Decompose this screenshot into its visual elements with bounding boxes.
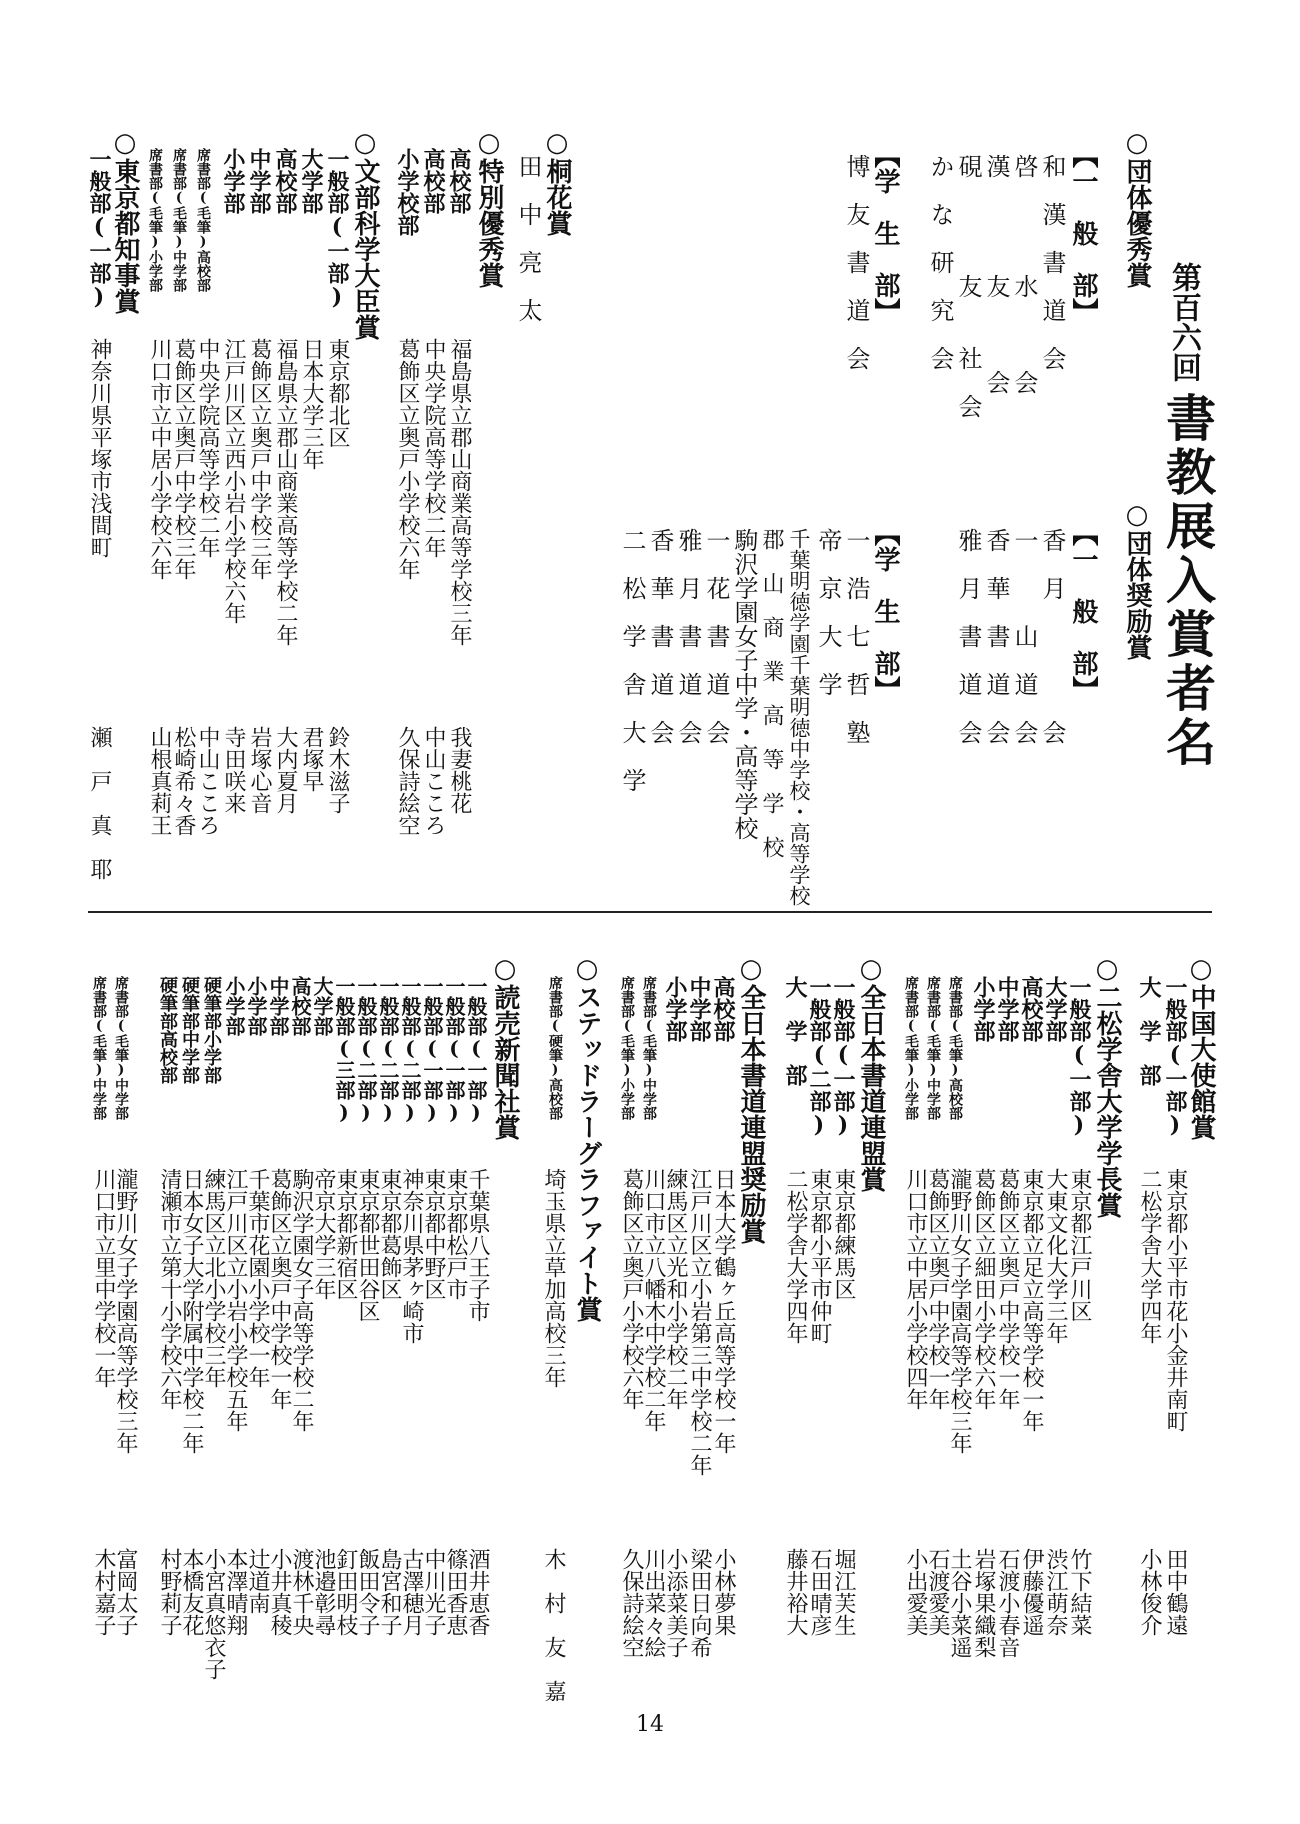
name: 小添菜美子 xyxy=(663,1548,688,1658)
dept: 小学部 xyxy=(220,148,246,214)
dept: 席書部(毛筆)小学部 xyxy=(147,148,163,292)
name: 石田晴彦 xyxy=(807,1548,832,1636)
dept: 小学部 xyxy=(970,976,996,1042)
name: 本澤晴翔 xyxy=(223,1548,248,1636)
school: 江戸川区立西小岩小学校六年 xyxy=(221,338,246,624)
school: 江戸川区立小岩第三中学校二年 xyxy=(687,1168,712,1476)
school: 川口市立八幡木中学校二年 xyxy=(641,1168,666,1432)
dept: 小学部 xyxy=(222,976,246,1036)
name: 伊藤優遥 xyxy=(1019,1548,1044,1636)
group-name: 一 山 道 会 xyxy=(1010,528,1038,744)
name: 小出愛美 xyxy=(903,1548,928,1636)
name: 酒井恵香 xyxy=(465,1548,490,1636)
name: 川出菜々絵 xyxy=(641,1548,666,1658)
name: 岩塚心音 xyxy=(247,726,272,814)
name: 木村嘉子 xyxy=(91,1548,116,1636)
name: 渡林千央 xyxy=(289,1548,314,1636)
dept: 高校部 xyxy=(446,148,472,214)
dept: 席書部(毛筆)高校部 xyxy=(947,976,963,1120)
heading-zennihon: ○全日本書道連盟賞 xyxy=(856,954,886,1192)
name: 久保詩絵空 xyxy=(395,726,420,836)
school: 葛飾区立奥戸小学校六年 xyxy=(395,338,420,580)
school: 埼玉県立草加高校三年 xyxy=(541,1168,566,1388)
dept: 高校部 xyxy=(272,148,298,214)
dept: 小学部 xyxy=(244,976,268,1036)
name: 村野莉子 xyxy=(157,1548,182,1636)
dept: 硬筆部高校部 xyxy=(157,976,178,1084)
school: 瀧野川女子学園高等学校三年 xyxy=(113,1168,138,1454)
dept: 席書部(毛筆)小学部 xyxy=(903,976,919,1120)
group-name: 一 花 書 道 会 xyxy=(702,528,730,744)
heading-yomiuri: ○読売新聞社賞 xyxy=(490,954,520,1140)
dept: 席書部(毛筆)中学部 xyxy=(171,148,187,292)
dept: 中学部 xyxy=(686,976,712,1042)
name: 君塚早 xyxy=(299,726,324,792)
dept: 一般部(三部) xyxy=(332,976,356,1124)
name: 大内夏月 xyxy=(273,726,298,814)
dept: 一般部(一部) xyxy=(324,148,350,310)
name: 石渡愛美 xyxy=(925,1548,950,1636)
name: 小宮真悠衣子 xyxy=(201,1548,226,1680)
group-name: 千葉明徳学園千葉明徳中学校・高等学校 xyxy=(787,528,811,906)
dept: 席書部(毛筆)中学部 xyxy=(91,976,107,1120)
school: 日本大学三年 xyxy=(299,338,324,470)
dept: 一般部(一部) xyxy=(464,976,488,1124)
dept: 中学部 xyxy=(246,148,272,214)
name: 藤井裕大 xyxy=(783,1548,808,1636)
school: 練馬区立光和小学校二年 xyxy=(663,1168,688,1410)
group-name: 香 華 書 道 会 xyxy=(982,528,1010,744)
school: 日本女子大学附属中学校二年 xyxy=(179,1168,204,1454)
dept: 一般部(二部) xyxy=(806,976,832,1138)
dept: 中学部 xyxy=(994,976,1020,1042)
school: 二松学舎大学四年 xyxy=(783,1168,808,1344)
name: 梁田日向希 xyxy=(687,1548,712,1658)
school: 日本大学鶴ヶ丘高等学校一年 xyxy=(711,1168,736,1454)
school: 中央学院高等学校二年 xyxy=(421,338,446,558)
name: 田中鶴遠 xyxy=(1163,1548,1188,1636)
school: 駒沢学園女子高等学校二年 xyxy=(289,1168,314,1432)
group-name: 啓 水 会 xyxy=(1010,154,1038,394)
name: 土谷小菜遥 xyxy=(947,1548,972,1658)
name: 鈴木滋子 xyxy=(325,726,350,814)
heading-tokubetsu: ○特別優秀賞 xyxy=(474,128,504,288)
group-name: 和 漢 書 道 会 xyxy=(1038,154,1066,370)
dept: 一般部(一部) xyxy=(830,976,856,1138)
group-name: 一 浩 七 哲 塾 xyxy=(842,528,870,744)
dept: 席書部(毛筆)高校部 xyxy=(195,148,211,292)
school: 江戸川区立小岩小学校五年 xyxy=(223,1168,248,1432)
school: 千葉県八王子市 xyxy=(465,1168,490,1322)
name: 久保詩絵空 xyxy=(619,1548,644,1658)
dept: 席書部(毛筆)中学部 xyxy=(925,976,941,1120)
group-name: 雅 月 書 道 会 xyxy=(674,528,702,744)
dept: 高校部 xyxy=(1018,976,1044,1042)
group-name: 香 華 書 道 会 xyxy=(646,528,674,744)
school: 東京都中野区 xyxy=(421,1168,446,1300)
group-name: 駒沢学園女子中学・高等学校 xyxy=(730,528,758,840)
name: 小林俊介 xyxy=(1137,1548,1162,1636)
name: 山根真莉王 xyxy=(147,726,172,836)
school: 葛飾区立奥戸中学校三年 xyxy=(247,338,272,580)
name: 我妻桃花 xyxy=(447,726,472,814)
heading-steadler: ○ステッドラーグラファイト賞 xyxy=(572,954,602,1322)
name: 小井真稜 xyxy=(267,1548,292,1636)
page-title: 書教展入賞者名 xyxy=(1158,392,1217,770)
school: 清瀬市立第十小学校六年 xyxy=(157,1168,182,1410)
heading-kirihana: ○桐花賞 xyxy=(542,128,572,236)
school: 川口市立中居小学校四年 xyxy=(903,1168,928,1410)
school: 東京都北区 xyxy=(325,338,350,448)
name: 松崎希々香 xyxy=(171,726,196,836)
name: 釘田明枝 xyxy=(333,1548,358,1636)
school: 東京都葛飾区 xyxy=(377,1168,402,1300)
dept: 一般部(一部) xyxy=(1066,976,1092,1138)
dept: 一般部(二部) xyxy=(398,976,422,1124)
label-gakusei: 【学 生 部】 xyxy=(870,520,900,702)
dept: 小学部 xyxy=(662,976,688,1042)
school: 練馬区立北小学校三年 xyxy=(201,1168,226,1388)
name: 池邉彰尋 xyxy=(311,1548,336,1636)
school: 神奈川県平塚市浅間町 xyxy=(87,338,112,558)
dept: 硬筆部中学部 xyxy=(179,976,200,1084)
heading-dantai-shorei: ○団体奨励賞 xyxy=(1122,500,1152,660)
dept: 一般部(一部) xyxy=(86,148,112,310)
name: 岩塚果織梨 xyxy=(971,1548,996,1658)
dept: 大 学 部 xyxy=(782,976,808,1086)
dept: 席書部(毛筆)小学部 xyxy=(619,976,635,1120)
dept: 小学校部 xyxy=(394,148,420,236)
dept: 中学部 xyxy=(266,976,290,1036)
school: 川口市立中居小学校六年 xyxy=(147,338,172,580)
dept: 大 学 部 xyxy=(1136,976,1162,1086)
group-name: か な 研 究 会 xyxy=(926,154,954,370)
label-gakusei: 【学 生 部】 xyxy=(870,142,900,324)
dept: 一般部(二部) xyxy=(354,976,378,1124)
name: 飯田令子 xyxy=(355,1548,380,1636)
name: 瀬 戸 真 耶 xyxy=(87,726,112,880)
section-divider xyxy=(88,911,1212,913)
name: 木 村 友 嘉 xyxy=(541,1548,566,1702)
dept: 席書部(硬筆)高校部 xyxy=(547,976,563,1120)
dept: 大学部 xyxy=(298,148,324,214)
name: 石渡小春音 xyxy=(995,1548,1020,1658)
name: 中山こころ xyxy=(195,726,220,836)
school: 東京都小平市花小金井南町 xyxy=(1163,1168,1188,1432)
dept: 一般部(一部) xyxy=(420,976,444,1124)
group-name: 郡 山 商 業 高 等 学 校 xyxy=(759,528,784,858)
heading-chugoku: ○中国大使館賞 xyxy=(1186,954,1216,1140)
name: 中山こころ xyxy=(421,726,446,836)
page-number: 14 xyxy=(636,1712,664,1737)
school: 葛飾区立奥戸小学校六年 xyxy=(619,1168,644,1410)
dept: 席書部(毛筆)中学部 xyxy=(641,976,657,1120)
dept: 一般部(一部) xyxy=(442,976,466,1124)
school: 大東文化大学三年 xyxy=(1043,1168,1068,1344)
school: 帝京大学三年 xyxy=(311,1168,336,1300)
dept: 大学部 xyxy=(1042,976,1068,1042)
school: 葛飾区立奥戸中学校三年 xyxy=(171,338,196,580)
dept: 席書部(毛筆)中学部 xyxy=(113,976,129,1120)
group-name: 雅 月 書 道 会 xyxy=(954,528,982,744)
group-name: 硯 友 社 会 xyxy=(954,154,982,418)
group-name: 帝 京 大 学 xyxy=(814,528,842,696)
heading-tokyo: ○東京都知事賞 xyxy=(110,128,140,314)
school: 二松学舎大学四年 xyxy=(1137,1168,1162,1344)
school: 神奈川県茅ヶ崎市 xyxy=(399,1168,424,1344)
name: 渋江萌奈 xyxy=(1043,1548,1068,1636)
group-name: 香 月 会 xyxy=(1038,528,1066,744)
session-label: 第百六回 xyxy=(1166,262,1201,382)
name: 古澤穂月 xyxy=(399,1548,424,1636)
group-name: 漢 友 会 xyxy=(982,154,1010,394)
heading-monbu: ○文部科学大臣賞 xyxy=(350,128,380,340)
school: 千葉市花園小学校一年 xyxy=(245,1168,270,1388)
dept: 硬筆部小学部 xyxy=(201,976,222,1084)
school: 東京都小平市仲町 xyxy=(807,1168,832,1344)
name: 中川光子 xyxy=(421,1548,446,1636)
school: 葛飾区立奥戸中学校一年 xyxy=(267,1168,292,1410)
school: 東京都立足立高等学校一年 xyxy=(1019,1168,1044,1432)
school: 東京都松戸市 xyxy=(443,1168,468,1300)
heading-zennihon-shorei: ○全日本書道連盟奨励賞 xyxy=(736,954,766,1244)
group-name: 二 松 学 舎 大 学 xyxy=(618,528,646,792)
name: 堀江芙生 xyxy=(831,1548,856,1636)
school: 葛飾区立奥戸中学校一年 xyxy=(925,1168,950,1410)
school: 中央学院高等学校二年 xyxy=(195,338,220,558)
school: 東京都世田谷区 xyxy=(355,1168,380,1322)
school: 福島県立郡山商業高等学校二年 xyxy=(273,338,298,646)
school: 川口市立里中学校一年 xyxy=(91,1168,116,1388)
school: 東京都新宿区 xyxy=(333,1168,358,1300)
heading-nisho: ○二松学舎大学学長賞 xyxy=(1092,954,1122,1218)
name: 島宮和子 xyxy=(377,1548,402,1636)
name: 本橋友花 xyxy=(179,1548,204,1636)
name: 竹下結菜 xyxy=(1067,1548,1092,1636)
winner-name: 田 中 亮 太 xyxy=(514,154,542,322)
name: 篠田香恵 xyxy=(443,1548,468,1636)
label-ippan: 【一 般 部】 xyxy=(1068,142,1098,324)
label-ippan: 【一 般 部】 xyxy=(1068,520,1098,702)
name: 富岡太子 xyxy=(113,1548,138,1636)
school: 葛飾区立細田小学校六年 xyxy=(971,1168,996,1410)
heading-dantai-yushu: ○団体優秀賞 xyxy=(1122,128,1152,288)
dept: 高校部 xyxy=(710,976,736,1042)
school: 瀧野川女子学園高等学校三年 xyxy=(947,1168,972,1454)
school: 東京都江戸川区 xyxy=(1067,1168,1092,1322)
group-name: 博 友 書 道 会 xyxy=(842,154,870,370)
name: 辻道南 xyxy=(245,1548,270,1614)
name: 小林夢果 xyxy=(711,1548,736,1636)
school: 福島県立郡山商業高等学校三年 xyxy=(447,338,472,646)
dept: 大学部 xyxy=(310,976,334,1036)
school: 葛飾区立奥戸中学校一年 xyxy=(995,1168,1020,1410)
dept: 一般部(二部) xyxy=(376,976,400,1124)
name: 寺田咲来 xyxy=(221,726,246,814)
dept: 一般部(一部) xyxy=(1162,976,1188,1138)
dept: 高校部 xyxy=(288,976,312,1036)
school: 東京都練馬区 xyxy=(831,1168,856,1300)
dept: 高校部 xyxy=(420,148,446,214)
